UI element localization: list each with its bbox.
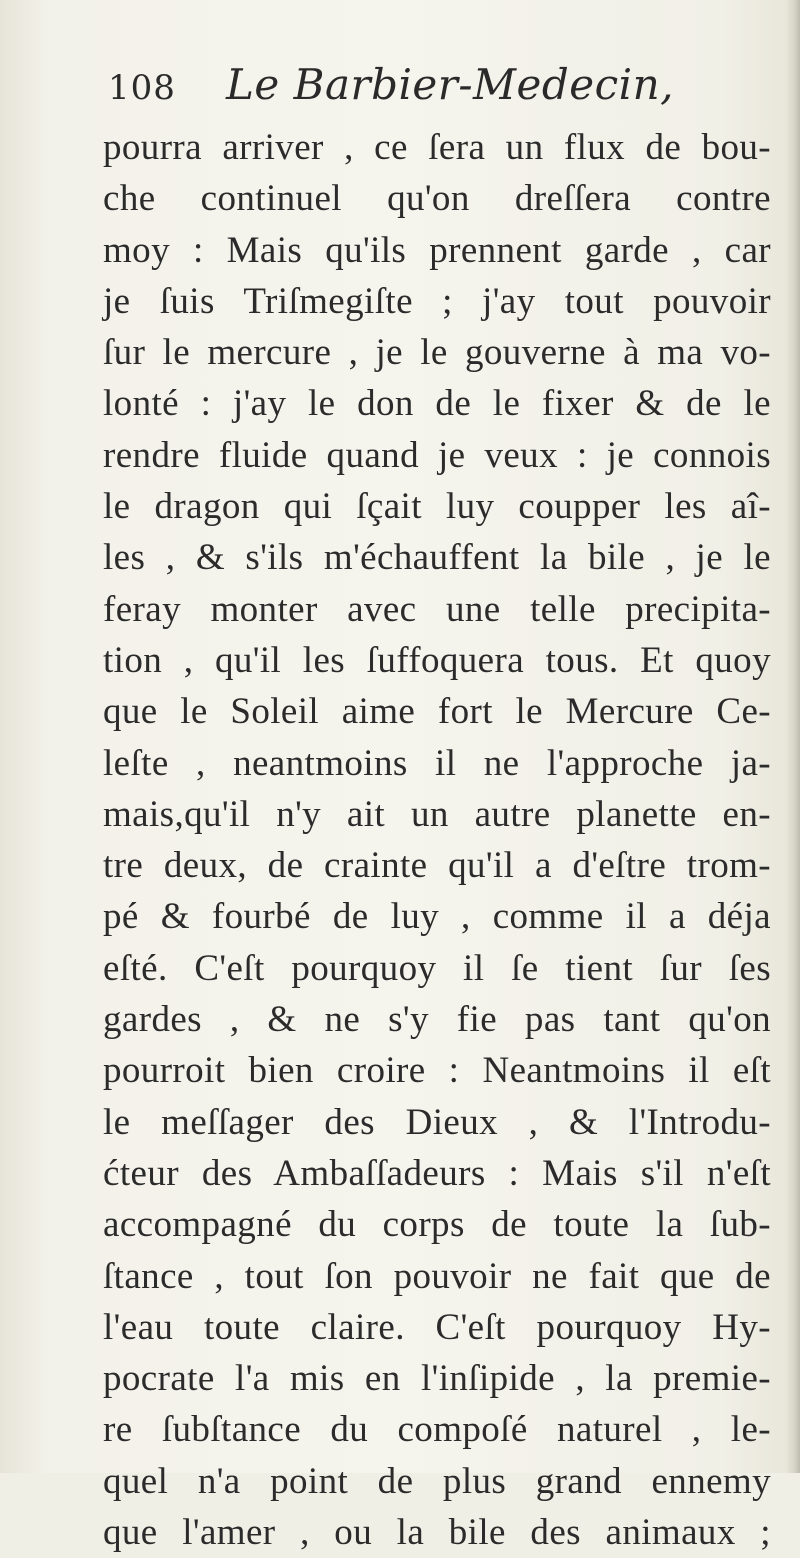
page-number: 108 [108,68,176,108]
text-line: ſur le mercure , je le gouverne à ma vo- [103,332,771,374]
text-line: ſtance , tout ſon pouvoir ne fait que de [103,1255,771,1297]
text-line: feray monter avec une telle precipita- [103,588,771,630]
text-line: que le Soleil aime fort le Mercure Ce- [103,691,771,733]
text-line: tre deux, de crainte qu'il a d'eſtre trom- [103,845,771,887]
text-line: pourra arriver , ce ſera un flux de bou- [103,127,771,168]
text-line: pourroit bien croire : Neantmoins il eſt [103,1050,771,1092]
text-line: les , & s'ils m'échauffent la bile , je le [103,537,771,579]
text-line: eſté. C'eſt pourquoy il ſe tient ſur ſes [103,947,771,989]
text-line: mais,qu'il n'y ait un autre planette en- [103,793,771,835]
text-line: tion , qu'il les ſuffoquera tous. Et quoy [103,639,771,681]
text-line: le meſſager des Dieux , & l'Introdu- [103,1101,771,1143]
text-line: pocrate l'a mis en l'inſipide , la premie- [103,1358,771,1400]
page-header [108,60,748,126]
text-line: que l'amer , ou la bile des animaux ; [103,1512,771,1554]
body-text [103,122,771,1558]
text-line: moy : Mais qu'ils prennent garde , car [103,229,771,271]
text-line: le dragon qui ſçait luy coupper les aî- [103,486,771,528]
running-head: Le Barbier-Medecin, [226,60,674,109]
text-line: lonté : j'ay le don de le fixer & de le [103,383,771,425]
page-edge-shadow [786,0,800,1473]
text-line: gardes , & ne s'y fie pas tant qu'on [103,999,771,1041]
text-line: re ſubſtance du compoſé naturel , le- [103,1409,771,1451]
text-line: ćteur des Ambaſſadeurs : Mais s'il n'eſt [103,1152,771,1194]
text-line: je ſuis Triſmegiſte ; j'ay tout pouvoir [103,280,771,322]
text-line: accompagné du corps de toute la ſub- [103,1204,771,1246]
text-line: pé & fourbé de luy , comme il a déja [103,896,771,938]
text-line: l'eau toute claire. C'eſt pourquoy Hy- [103,1306,771,1348]
text-line: leſte , neantmoins il ne l'approche ja- [103,742,771,784]
text-line: rendre fluide quand je veux : je connois [103,434,771,476]
text-line: che continuel qu'on dreſſera contre [103,178,771,220]
text-line: quel n'a point de plus grand ennemy [103,1460,771,1502]
